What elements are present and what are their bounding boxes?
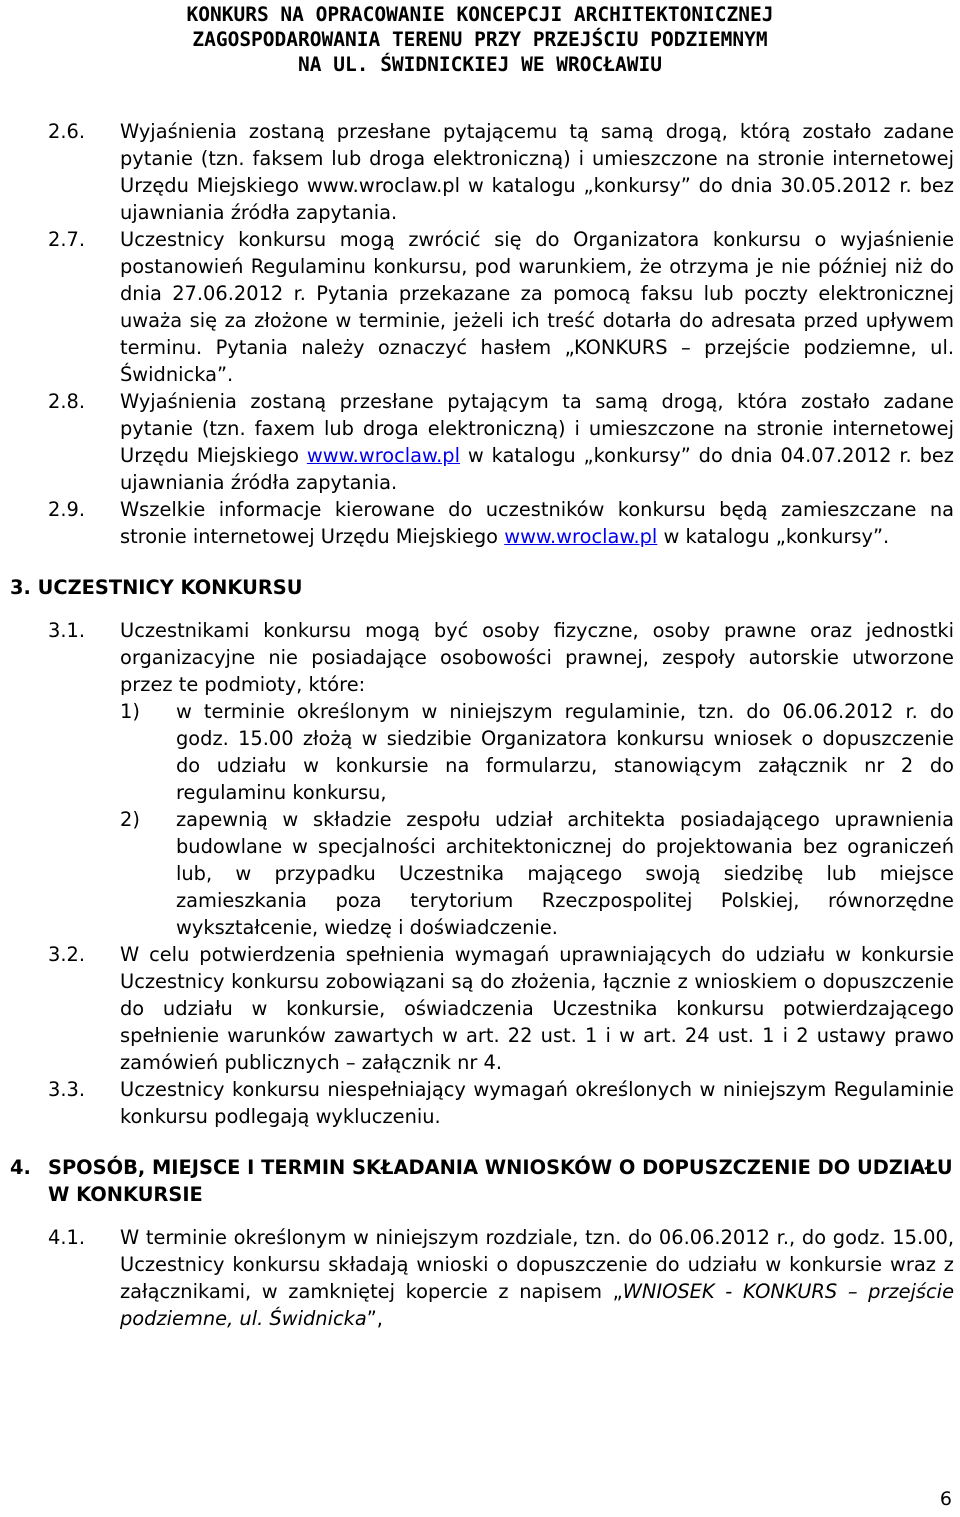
paragraph-text: Wyjaśnienia zostaną przesłane pytającemu tą samą drogą, którą zostało zadane pytanie (tzn. faksem lub droga elektroniczną) i umieszczone na stronie internetowej Urzędu Miejskiego www.wroclaw.pl w katalogu „konkursy” do dnia 30.05.2012 r. bez ujawniania źródła zapytania. — [120, 120, 954, 224]
list-text: zapewnią w składzie zespołu udział architekta posiadającego uprawnienia budowlane w specjalności architektonicznej do projektowania bez ograniczeń lub, w przypadku Uczestnika mającego swoją siedzibę lub miejsce zamieszkania poza terytorium Rzeczpospolitej Polskiej, równorzędne wykształcenie, wiedzę i doświadczenie. — [176, 808, 954, 939]
paragraph-2-8 — [48, 388, 954, 496]
paragraph-number: 2.6. — [48, 120, 86, 143]
document-body — [10, 118, 954, 1332]
section-number: 4. — [10, 1156, 31, 1179]
list-number: 2) — [120, 808, 140, 831]
paragraph-text: W celu potwierdzenia spełnienia wymagań uprawniających do udziału w konkursie Uczestnicy konkursu zobowiązani są do złożenia, łącznie z wnioskiem o dopuszczenie do udziału w konkursie, oświadczenia Uczestnika konkursu potwierdzającego spełnienie warunków zawartych w art. 22 ust. 1 i w art. 24 ust. 1 i 2 ustawy prawo zamówień publicznych – załącznik nr 4. — [120, 943, 954, 1074]
section-title: SPOSÓB, MIEJSCE I TERMIN SKŁADANIA WNIOSKÓW O DOPUSZCZENIE DO UDZIAŁU W KONKURSIE — [48, 1156, 953, 1206]
url-text: www.wroclaw.pl — [306, 174, 460, 197]
envelope-label: WNIOSEK - KONKURS – przejście podziemne, ul. Świdnicka — [120, 1280, 954, 1330]
paragraph-number: 4.1. — [48, 1226, 86, 1249]
paragraph-text: Wyjaśnienia zostaną przesłane pytającym ta samą drogą, która zostało zadane pytanie (tzn. faxem lub droga elektroniczną) i umieszczone na stronie internetowej Urzędu Miejskiego www.wroclaw.pl w katalogu „konkursy” do dnia 04.07.2012 r. bez ujawniania źródła zapytania. — [120, 390, 954, 494]
paragraph-text: Uczestnikami konkursu mogą być osoby fizyczne, osoby prawne oraz jednostki organizacyjne nie posiadające osobowości prawnej, zespoły autorskie utworzone przez te podmioty, które: — [120, 619, 954, 696]
list-item-1 — [120, 698, 954, 806]
list-text: w terminie określonym w niniejszym regulaminie, tzn. do 06.06.2012 r. do godz. 15.00 złożą w siedzibie Organizatora konkursu wniosek o dopuszczenie do udziału w konkursie na formularzu, stanowiącym załącznik nr 2 do regulaminu konkursu, — [176, 700, 954, 804]
paragraph-number: 3.2. — [48, 943, 86, 966]
section-4-heading — [10, 1154, 954, 1208]
wroclaw-link[interactable]: www.wroclaw.pl — [306, 444, 460, 467]
paragraph-2-6 — [48, 118, 954, 226]
document-header — [0, 2, 960, 77]
paragraph-number: 2.8. — [48, 390, 86, 413]
paragraph-3-3 — [48, 1076, 954, 1130]
paragraph-3-2 — [48, 941, 954, 1076]
paragraph-4-1 — [48, 1224, 954, 1332]
paragraph-text: Uczestnicy konkursu mogą zwrócić się do Organizatora konkursu o wyjaśnienie postanowień Regulaminu konkursu, pod warunkiem, że otrzyma je nie później niż do dnia 27.06.2012 r. Pytania przekazane za pomocą faksu lub poczty elektronicznej uważa się za złożone w terminie, jeżeli ich treść dotarła do adresata przed upływem terminu. Pytania należy oznaczyć hasłem „KONKURS – przejście podziemne, ul. Świdnicka”. — [120, 228, 954, 386]
paragraph-2-7 — [48, 226, 954, 388]
paragraph-number: 2.7. — [48, 228, 86, 251]
header-line-2: ZAGOSPODAROWANIA TERENU PRZY PRZEJŚCIU PODZIEMNYM — [192, 28, 768, 51]
paragraph-text: W terminie określonym w niniejszym rozdziale, tzn. do 06.06.2012 r., do godz. 15.00, Uczestnicy konkursu składają wnioski o dopuszczenie do udziału w konkursie wraz z załącznikami, w zamkniętej kopercie z napisem „WNIOSEK - KONKURS – przejście podziemne, ul. Świdnicka”, — [120, 1226, 954, 1330]
page-number: 6 — [939, 1488, 952, 1510]
list-number: 1) — [120, 700, 140, 723]
paragraph-number: 3.3. — [48, 1078, 86, 1101]
wroclaw-link[interactable]: www.wroclaw.pl — [504, 525, 658, 548]
list-item-2 — [120, 806, 954, 941]
paragraph-3-1 — [48, 617, 954, 941]
header-line-3: NA UL. ŚWIDNICKIEJ WE WROCŁAWIU — [298, 53, 662, 76]
paragraph-number: 2.9. — [48, 498, 86, 521]
header-line-1: KONKURS NA OPRACOWANIE KONCEPCJI ARCHITEKTONICZNEJ — [186, 3, 774, 26]
paragraph-text: Uczestnicy konkursu niespełniający wymagań określonych w niniejszym Regulaminie konkursu podlegają wykluczeniu. — [120, 1078, 954, 1128]
paragraph-number: 3.1. — [48, 619, 86, 642]
paragraph-text: Wszelkie informacje kierowane do uczestników konkursu będą zamieszczane na stronie internetowej Urzędu Miejskiego www.wroclaw.pl w katalogu „konkursy”. — [120, 498, 954, 548]
paragraph-2-9 — [48, 496, 954, 550]
section-3-heading: 3. UCZESTNICY KONKURSU — [10, 576, 303, 599]
